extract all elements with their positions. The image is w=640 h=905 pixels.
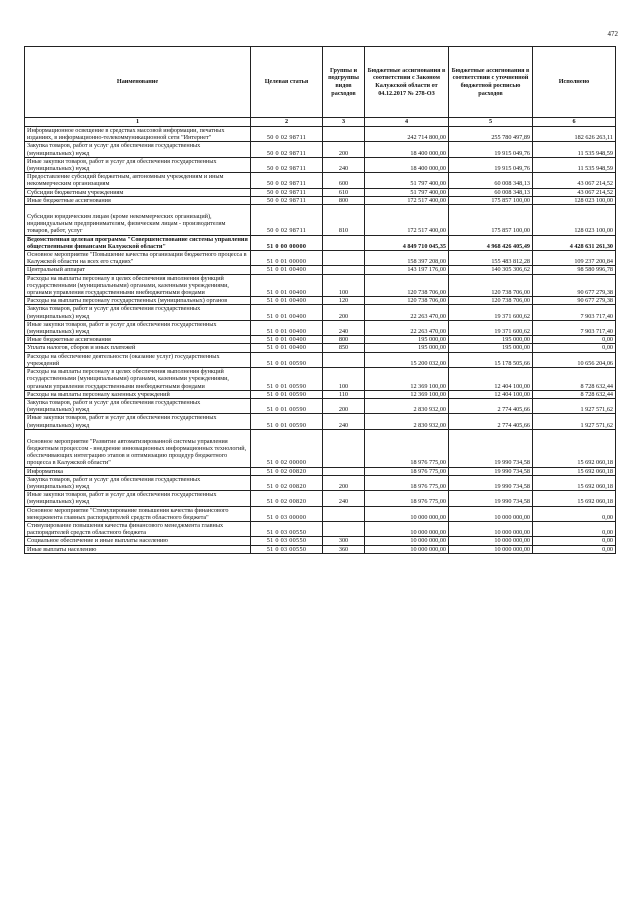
row-amount-law: 143 197 176,00 bbox=[365, 266, 449, 274]
row-name: Иные закупки товаров, работ и услуг для обеспечения государственных (муниципальных) нужд bbox=[25, 414, 251, 429]
row-amount-law: 18 976 775,00 bbox=[365, 475, 449, 490]
row-amount-executed: 128 023 100,00 bbox=[533, 205, 616, 236]
row-name: Иные закупки товаров, работ и услуг для обеспечения государственных (муниципальных) нужд bbox=[25, 157, 251, 172]
row-amount-executed: 1 927 571,62 bbox=[533, 398, 616, 413]
row-amount-plan: 19 371 600,62 bbox=[449, 305, 533, 320]
row-amount-plan: 60 008 348,13 bbox=[449, 173, 533, 188]
budget-table bbox=[24, 46, 616, 554]
row-target-code: 51 0 01 00000 bbox=[251, 251, 323, 266]
row-target-code: 50 0 02 98711 bbox=[251, 196, 323, 204]
row-name: Ведомственная целевая программа "Совершенствование системы управления общественными финансами Калужской области" bbox=[25, 235, 251, 250]
row-amount-plan: 19 915 049,76 bbox=[449, 157, 533, 172]
row-amount-plan: 195 000,00 bbox=[449, 344, 533, 352]
table-row bbox=[25, 352, 616, 367]
row-target-code: 51 0 01 00400 bbox=[251, 297, 323, 305]
row-amount-plan: 60 008 348,13 bbox=[449, 188, 533, 196]
row-name: Субсидии юридическим лицам (кроме некоммерческих организаций), индивидуальным предпринимателям, физическим лицам - производителям товаров, работ, услуг bbox=[25, 205, 251, 236]
row-amount-law: 195 000,00 bbox=[365, 344, 449, 352]
row-amount-law: 2 830 932,00 bbox=[365, 414, 449, 429]
row-amount-law: 51 797 400,00 bbox=[365, 173, 449, 188]
table-row bbox=[25, 205, 616, 236]
row-name: Закупка товаров, работ и услуг для обеспечения государственных (муниципальных) нужд bbox=[25, 475, 251, 490]
row-target-code: 50 0 02 98711 bbox=[251, 127, 323, 142]
table-row bbox=[25, 521, 616, 536]
row-amount-executed: 15 692 060,18 bbox=[533, 429, 616, 467]
row-amount-executed: 7 903 717,40 bbox=[533, 320, 616, 335]
row-amount-plan: 19 990 734,58 bbox=[449, 475, 533, 490]
row-amount-plan: 2 774 405,66 bbox=[449, 414, 533, 429]
row-amount-law: 18 976 775,00 bbox=[365, 467, 449, 475]
table-row bbox=[25, 142, 616, 157]
row-name: Иные закупки товаров, работ и услуг для обеспечения государственных (муниципальных) нужд bbox=[25, 320, 251, 335]
row-name: Закупка товаров, работ и услуг для обеспечения государственных (муниципальных) нужд bbox=[25, 305, 251, 320]
row-amount-plan: 155 483 812,28 bbox=[449, 251, 533, 266]
row-amount-executed: 90 677 279,38 bbox=[533, 274, 616, 297]
row-expense-group bbox=[323, 506, 365, 521]
row-target-code: 50 0 02 98711 bbox=[251, 142, 323, 157]
row-amount-plan: 10 000 000,00 bbox=[449, 521, 533, 536]
table-row bbox=[25, 274, 616, 297]
table-row bbox=[25, 336, 616, 344]
row-name: Расходы на выплаты персоналу в целях обеспечения выполнения функций государственными (муниципальными) органами, казенными учреждениями, органами управления государственными внебюджетными фондами bbox=[25, 274, 251, 297]
row-expense-group: 240 bbox=[323, 414, 365, 429]
row-amount-executed: 0,00 bbox=[533, 537, 616, 545]
row-name: Стимулирование повышения качества финансового менеджмента главных распорядителей средств областного бюджета bbox=[25, 521, 251, 536]
table-row bbox=[25, 251, 616, 266]
row-name: Закупка товаров, работ и услуг для обеспечения государственных (муниципальных) нужд bbox=[25, 398, 251, 413]
row-amount-plan: 140 305 306,62 bbox=[449, 266, 533, 274]
row-amount-plan: 120 738 706,00 bbox=[449, 274, 533, 297]
row-amount-executed: 109 237 200,84 bbox=[533, 251, 616, 266]
col-number: 5 bbox=[449, 118, 533, 127]
row-amount-executed: 15 692 060,18 bbox=[533, 475, 616, 490]
row-amount-executed: 7 903 717,40 bbox=[533, 305, 616, 320]
row-amount-law: 51 797 400,00 bbox=[365, 188, 449, 196]
table-row bbox=[25, 545, 616, 553]
row-name: Социальное обеспечение и иные выплаты населению bbox=[25, 537, 251, 545]
row-expense-group: 200 bbox=[323, 475, 365, 490]
row-amount-plan: 10 000 000,00 bbox=[449, 506, 533, 521]
row-name: Основное мероприятие "Повышение качества организации бюджетного процесса в Калужской области на всех его стадиях" bbox=[25, 251, 251, 266]
row-amount-law: 12 369 100,00 bbox=[365, 368, 449, 391]
row-amount-executed: 4 428 631 261,30 bbox=[533, 235, 616, 250]
row-amount-executed: 128 023 100,00 bbox=[533, 196, 616, 204]
row-expense-group: 360 bbox=[323, 545, 365, 553]
row-expense-group: 120 bbox=[323, 297, 365, 305]
row-expense-group: 800 bbox=[323, 336, 365, 344]
row-amount-executed: 90 677 279,38 bbox=[533, 297, 616, 305]
row-expense-group: 800 bbox=[323, 196, 365, 204]
row-amount-plan: 12 404 100,00 bbox=[449, 368, 533, 391]
row-amount-law: 18 400 000,00 bbox=[365, 142, 449, 157]
col-header-group: Группы и подгруппы видов расходов bbox=[323, 47, 365, 118]
row-target-code: 51 0 02 00820 bbox=[251, 467, 323, 475]
row-expense-group: 600 bbox=[323, 173, 365, 188]
row-amount-law: 242 714 800,00 bbox=[365, 127, 449, 142]
row-amount-executed: 0,00 bbox=[533, 344, 616, 352]
col-number: 4 bbox=[365, 118, 449, 127]
row-amount-plan: 12 404 100,00 bbox=[449, 390, 533, 398]
row-name: Иные бюджетные ассигнования bbox=[25, 196, 251, 204]
row-name: Расходы на обеспечение деятельности (оказание услуг) государственных учреждений bbox=[25, 352, 251, 367]
row-expense-group bbox=[323, 127, 365, 142]
row-amount-law: 18 400 000,00 bbox=[365, 157, 449, 172]
row-target-code: 51 0 01 00590 bbox=[251, 368, 323, 391]
row-target-code: 51 0 01 00590 bbox=[251, 414, 323, 429]
col-number: 1 bbox=[25, 118, 251, 127]
row-target-code: 51 0 01 00400 bbox=[251, 320, 323, 335]
row-amount-executed: 98 580 996,78 bbox=[533, 266, 616, 274]
row-target-code: 50 0 02 98711 bbox=[251, 157, 323, 172]
row-expense-group bbox=[323, 467, 365, 475]
row-amount-plan: 2 774 405,66 bbox=[449, 398, 533, 413]
row-expense-group: 100 bbox=[323, 274, 365, 297]
col-header-exec: Исполнено bbox=[533, 47, 616, 118]
row-expense-group: 200 bbox=[323, 305, 365, 320]
row-amount-law: 120 738 706,00 bbox=[365, 297, 449, 305]
row-expense-group bbox=[323, 266, 365, 274]
row-amount-plan: 175 857 100,00 bbox=[449, 196, 533, 204]
row-amount-plan: 19 371 600,62 bbox=[449, 320, 533, 335]
row-target-code: 51 0 03 00000 bbox=[251, 506, 323, 521]
row-amount-executed: 15 692 060,18 bbox=[533, 467, 616, 475]
row-amount-plan: 15 178 505,66 bbox=[449, 352, 533, 367]
table-row bbox=[25, 467, 616, 475]
row-amount-executed: 0,00 bbox=[533, 506, 616, 521]
row-amount-law: 18 976 775,00 bbox=[365, 491, 449, 506]
row-amount-law: 4 849 710 045,35 bbox=[365, 235, 449, 250]
row-expense-group: 200 bbox=[323, 398, 365, 413]
col-number: 2 bbox=[251, 118, 323, 127]
row-target-code: 51 0 01 00400 bbox=[251, 336, 323, 344]
row-target-code: 51 0 01 00400 bbox=[251, 344, 323, 352]
row-amount-law: 10 000 000,00 bbox=[365, 537, 449, 545]
row-expense-group: 300 bbox=[323, 537, 365, 545]
row-amount-executed: 43 067 214,52 bbox=[533, 188, 616, 196]
row-name: Расходы на выплаты персоналу государственных (муниципальных) органов bbox=[25, 297, 251, 305]
row-target-code: 50 0 02 98711 bbox=[251, 173, 323, 188]
row-amount-executed: 182 626 263,11 bbox=[533, 127, 616, 142]
row-amount-law: 10 000 000,00 bbox=[365, 506, 449, 521]
row-name: Расходы на выплаты персоналу казенных учреждений bbox=[25, 390, 251, 398]
row-amount-executed: 8 728 632,44 bbox=[533, 390, 616, 398]
row-name: Предоставление субсидий бюджетным, автономным учреждениям и иным некоммерческим организациям bbox=[25, 173, 251, 188]
row-amount-law: 120 738 706,00 bbox=[365, 274, 449, 297]
table-row bbox=[25, 344, 616, 352]
row-target-code: 51 0 02 00820 bbox=[251, 491, 323, 506]
table-row bbox=[25, 429, 616, 467]
row-amount-executed: 8 728 632,44 bbox=[533, 368, 616, 391]
table-row bbox=[25, 414, 616, 429]
row-expense-group: 810 bbox=[323, 205, 365, 236]
row-amount-executed: 11 535 948,59 bbox=[533, 157, 616, 172]
table-row bbox=[25, 320, 616, 335]
col-header-law: Бюджетные ассигнования в соответствии с Законом Калужской области от 04.12.2017 № 278-ОЗ bbox=[365, 47, 449, 118]
row-target-code: 51 0 01 00400 bbox=[251, 274, 323, 297]
row-amount-executed: 1 927 571,62 bbox=[533, 414, 616, 429]
row-amount-plan: 10 000 000,00 bbox=[449, 545, 533, 553]
row-target-code: 51 0 02 00000 bbox=[251, 429, 323, 467]
row-amount-law: 2 830 932,00 bbox=[365, 398, 449, 413]
row-name: Уплата налогов, сборов и иных платежей bbox=[25, 344, 251, 352]
row-name: Иные закупки товаров, работ и услуг для обеспечения государственных (муниципальных) нужд bbox=[25, 491, 251, 506]
row-name: Центральный аппарат bbox=[25, 266, 251, 274]
row-amount-plan: 4 968 426 405,49 bbox=[449, 235, 533, 250]
row-target-code: 51 0 02 00820 bbox=[251, 475, 323, 490]
table-row bbox=[25, 173, 616, 188]
row-expense-group bbox=[323, 352, 365, 367]
row-expense-group bbox=[323, 521, 365, 536]
table-row bbox=[25, 196, 616, 204]
table-row bbox=[25, 297, 616, 305]
table-row bbox=[25, 188, 616, 196]
row-expense-group bbox=[323, 251, 365, 266]
row-amount-executed: 0,00 bbox=[533, 336, 616, 344]
row-target-code: 51 0 01 00590 bbox=[251, 352, 323, 367]
row-expense-group: 110 bbox=[323, 390, 365, 398]
row-amount-plan: 120 738 706,00 bbox=[449, 297, 533, 305]
table-row bbox=[25, 127, 616, 142]
row-name: Иные бюджетные ассигнования bbox=[25, 336, 251, 344]
row-expense-group: 200 bbox=[323, 142, 365, 157]
col-number: 6 bbox=[533, 118, 616, 127]
row-name: Основное мероприятие "Стимулирование повышения качества финансового менеджмента главных распорядителей средств областного бюджета" bbox=[25, 506, 251, 521]
row-name: Информационное освещение в средствах массовой информации, печатных изданиях, в информационно-телекоммуникационной сети "Интернет" bbox=[25, 127, 251, 142]
row-amount-law: 172 517 400,00 bbox=[365, 196, 449, 204]
table-row bbox=[25, 305, 616, 320]
row-amount-law: 195 000,00 bbox=[365, 336, 449, 344]
col-header-plan: Бюджетные ассигнования в соответствии с уточненной бюджетной росписью расходов bbox=[449, 47, 533, 118]
row-amount-executed: 11 535 948,59 bbox=[533, 142, 616, 157]
row-amount-executed: 10 656 204,06 bbox=[533, 352, 616, 367]
row-name: Иные выплаты населению bbox=[25, 545, 251, 553]
row-amount-plan: 19 990 734,58 bbox=[449, 429, 533, 467]
row-amount-law: 22 263 470,00 bbox=[365, 320, 449, 335]
row-target-code: 51 0 01 00400 bbox=[251, 266, 323, 274]
row-target-code: 51 0 00 00000 bbox=[251, 235, 323, 250]
row-amount-plan: 19 990 734,58 bbox=[449, 491, 533, 506]
row-target-code: 51 0 03 00550 bbox=[251, 537, 323, 545]
row-name: Основное мероприятие "Развитие автоматизированной системы управления бюджетным процессом - внедрение инновационных информационных технологий, обеспечивающих интеграцию этапов и оптимизацию процедур бюджетного процесса в Калужской области" bbox=[25, 429, 251, 467]
row-amount-plan: 19 990 734,58 bbox=[449, 467, 533, 475]
row-amount-executed: 15 692 060,18 bbox=[533, 491, 616, 506]
col-number: 3 bbox=[323, 118, 365, 127]
row-amount-law: 172 517 400,00 bbox=[365, 205, 449, 236]
row-name: Расходы на выплаты персоналу в целях обеспечения выполнения функций государственными (муниципальными) органами, казенными учреждениями, органами управления государственными внебюджетными фондами bbox=[25, 368, 251, 391]
row-target-code: 51 0 03 00550 bbox=[251, 521, 323, 536]
row-amount-plan: 175 857 100,00 bbox=[449, 205, 533, 236]
table-row bbox=[25, 475, 616, 490]
table-row bbox=[25, 157, 616, 172]
row-amount-plan: 19 915 049,76 bbox=[449, 142, 533, 157]
row-expense-group: 610 bbox=[323, 188, 365, 196]
row-target-code: 51 0 01 00590 bbox=[251, 390, 323, 398]
row-name: Закупка товаров, работ и услуг для обеспечения государственных (муниципальных) нужд bbox=[25, 142, 251, 157]
row-name: Субсидии бюджетным учреждениям bbox=[25, 188, 251, 196]
row-target-code: 51 0 01 00400 bbox=[251, 305, 323, 320]
table-row bbox=[25, 266, 616, 274]
table-row bbox=[25, 368, 616, 391]
row-expense-group: 850 bbox=[323, 344, 365, 352]
table-row bbox=[25, 491, 616, 506]
table-row bbox=[25, 506, 616, 521]
col-header-name: Наименование bbox=[25, 47, 251, 118]
column-number-row bbox=[25, 118, 616, 127]
table-row bbox=[25, 537, 616, 545]
header-row bbox=[25, 47, 616, 118]
row-amount-executed: 43 067 214,52 bbox=[533, 173, 616, 188]
row-amount-law: 18 976 775,00 bbox=[365, 429, 449, 467]
table-row bbox=[25, 235, 616, 250]
row-target-code: 51 0 03 00550 bbox=[251, 545, 323, 553]
row-amount-law: 158 397 208,00 bbox=[365, 251, 449, 266]
row-amount-law: 12 369 100,00 bbox=[365, 390, 449, 398]
page-number: 472 bbox=[607, 30, 618, 38]
row-target-code: 50 0 02 98711 bbox=[251, 205, 323, 236]
row-expense-group: 240 bbox=[323, 157, 365, 172]
row-amount-plan: 195 000,00 bbox=[449, 336, 533, 344]
row-amount-executed: 0,00 bbox=[533, 521, 616, 536]
row-target-code: 51 0 01 00590 bbox=[251, 398, 323, 413]
row-amount-law: 15 200 032,00 bbox=[365, 352, 449, 367]
table-row bbox=[25, 390, 616, 398]
row-amount-law: 10 000 000,00 bbox=[365, 545, 449, 553]
row-expense-group bbox=[323, 429, 365, 467]
row-name: Информатика bbox=[25, 467, 251, 475]
row-expense-group bbox=[323, 235, 365, 250]
col-header-code: Целевая статья bbox=[251, 47, 323, 118]
row-amount-plan: 10 000 000,00 bbox=[449, 537, 533, 545]
row-expense-group: 240 bbox=[323, 491, 365, 506]
row-amount-executed: 0,00 bbox=[533, 545, 616, 553]
table-row bbox=[25, 398, 616, 413]
row-amount-law: 22 263 470,00 bbox=[365, 305, 449, 320]
row-expense-group: 240 bbox=[323, 320, 365, 335]
row-expense-group: 100 bbox=[323, 368, 365, 391]
row-amount-law: 10 000 000,00 bbox=[365, 521, 449, 536]
row-target-code: 50 0 02 98711 bbox=[251, 188, 323, 196]
budget-table-body bbox=[25, 127, 616, 554]
row-amount-plan: 255 780 497,89 bbox=[449, 127, 533, 142]
